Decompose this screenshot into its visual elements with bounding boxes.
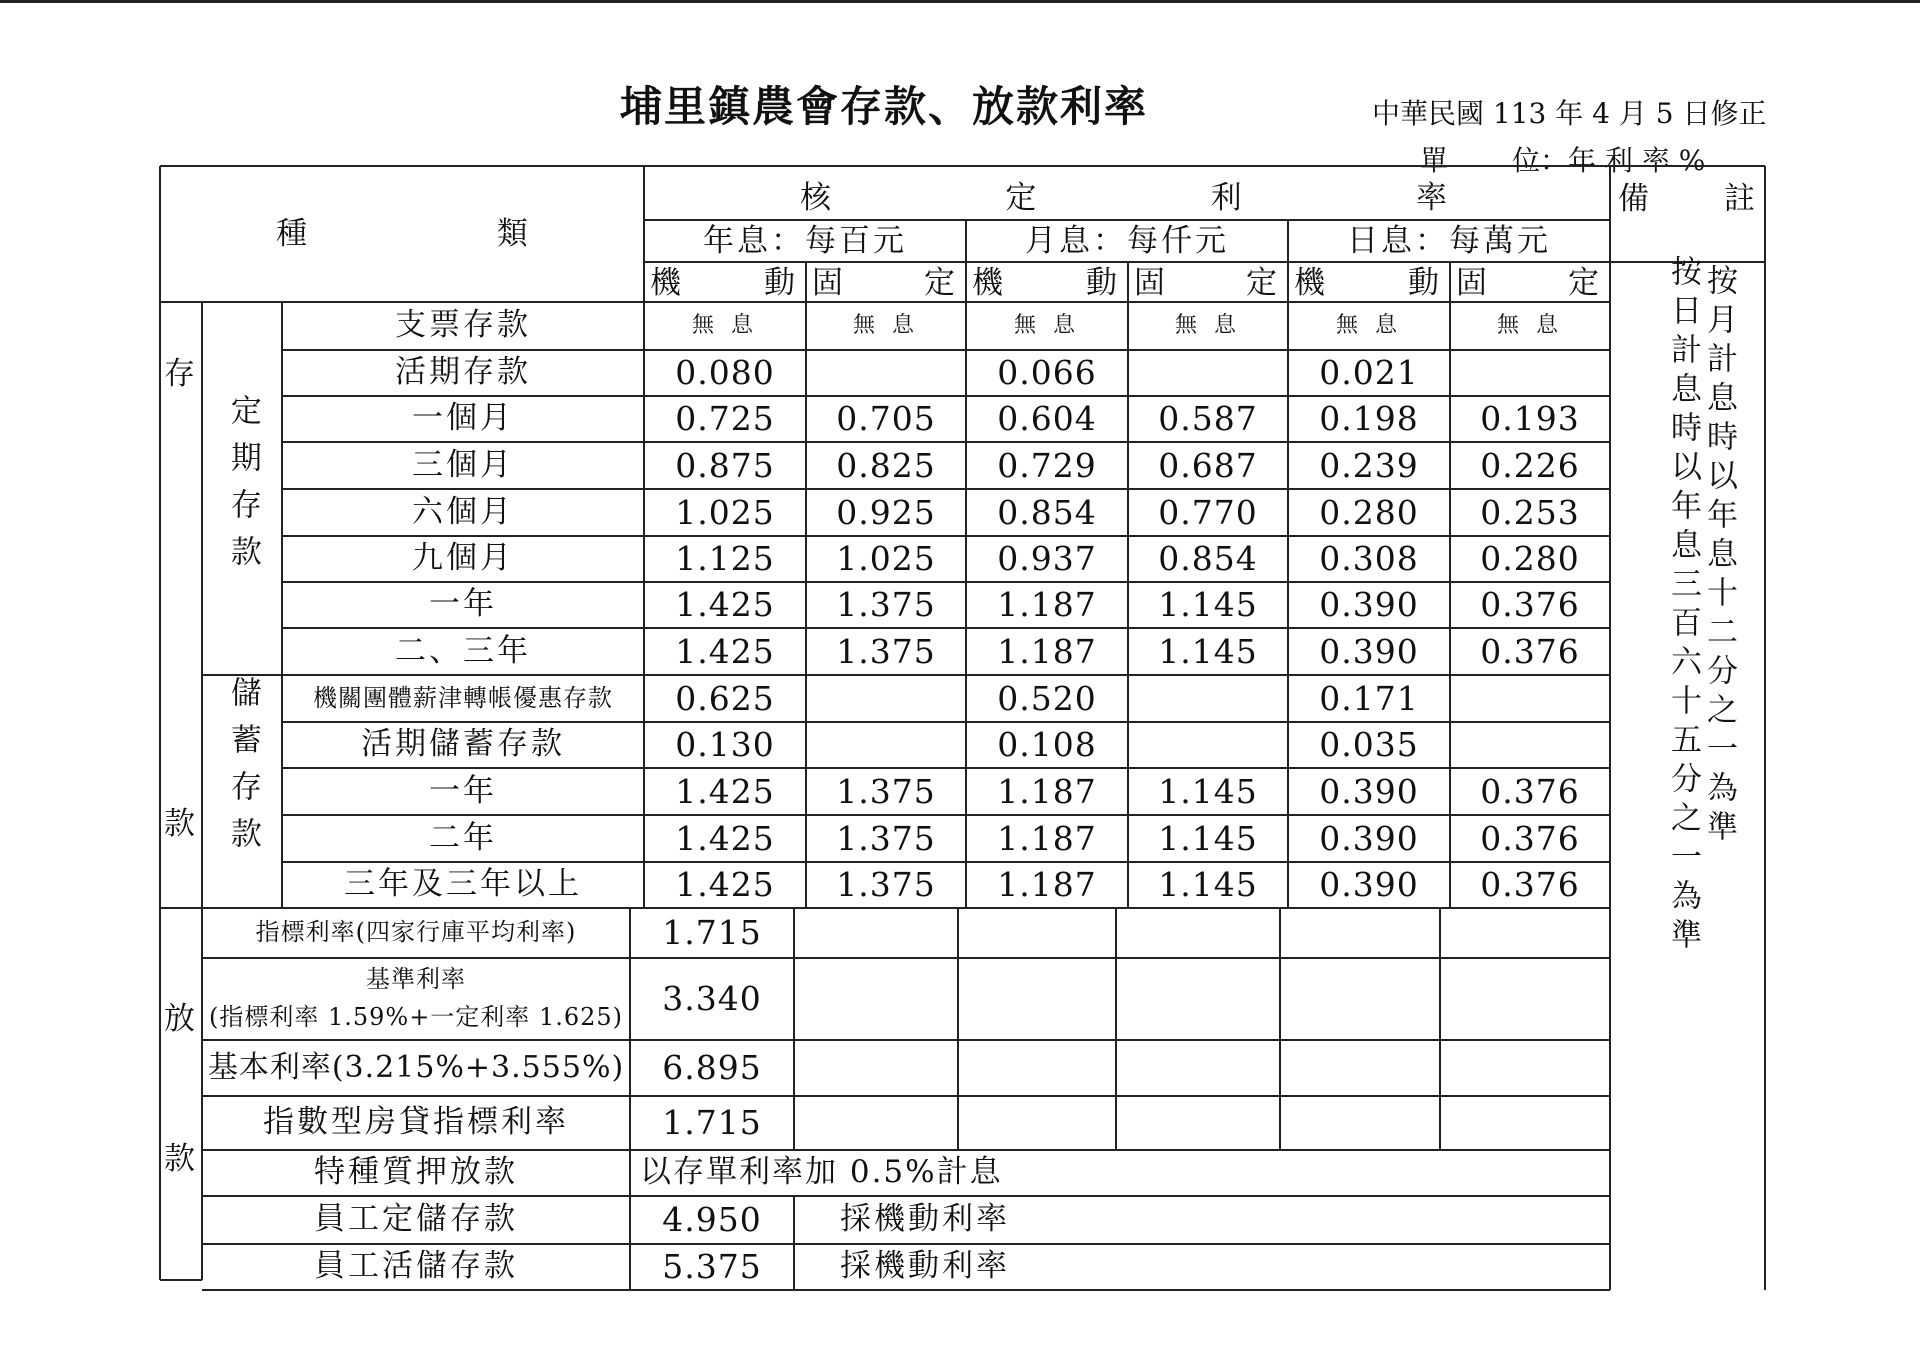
loan-rate-value: 3.340 [662,979,762,1019]
rate-cell: 1.425 [675,865,775,905]
rate-cell: 0.376 [1480,585,1580,625]
loan-group-label-bottom: 款 [164,1141,198,1178]
loan-row-name [202,1150,630,1196]
fixed-rate-header [1134,265,1280,302]
rate-cell: 0.604 [997,399,1097,439]
rate-cell: 1.025 [836,539,936,579]
remark-monthly-text: 按月計息時以年息十二分之一為準 [1701,263,1737,849]
no-interest-cell: 無 息 [1014,313,1080,339]
loan-rate-note: 採機動利率 [840,1201,1010,1238]
rate-cell: 1.425 [675,585,775,625]
rate-cell: 1.375 [836,771,936,811]
floating-rate-header-char-2: 動 [764,265,798,302]
loan-row-name [202,1196,630,1244]
time-deposit-group-label: 定期存款 [224,393,261,582]
rate-cell [1450,722,1610,768]
rate-cell [806,675,966,722]
rate-cell: 1.187 [997,771,1097,811]
rates-group-header [800,174,1450,224]
loan-rate-value: 6.895 [662,1048,762,1088]
deposit-row-name: 活期儲蓄存款 [361,726,565,763]
rates-group-char-3: 利 [1210,180,1245,217]
floating-rate-header [1294,265,1442,302]
rate-cell: 0.308 [1319,539,1419,579]
loan-row-name-text: 員工活儲存款 [314,1248,518,1285]
unit-label-key: 單 [1420,144,1449,177]
rate-cell: 0.390 [1319,631,1419,671]
loan-row-name-text: 特種質押放款 [314,1154,518,1191]
rate-cell: 1.187 [997,631,1097,671]
loan-row-name-text: 基本利率(3.215%+3.555%) [207,1049,625,1085]
rate-cell: 0.226 [1480,445,1580,485]
rate-cell: 0.376 [1480,771,1580,811]
floating-rate-header-char-2: 動 [1408,265,1442,302]
rate-cell: 0.937 [997,539,1097,579]
floating-rate-header-char-1: 機 [1294,265,1328,302]
rate-cell: 0.390 [1319,818,1419,858]
rate-cell: 0.280 [1319,492,1419,532]
rate-cell: 0.239 [1319,445,1419,485]
loan-row-name [202,958,630,1040]
rate-cell: 0.390 [1319,771,1419,811]
deposit-row-name: 三年及三年以上 [344,866,582,903]
rate-cell: 0.687 [1158,445,1258,485]
deposit-row-name: 一年 [429,772,497,809]
no-interest-cell: 無 息 [1497,313,1563,339]
rate-cell: 0.253 [1480,492,1580,532]
deposit-row-name: 二、三年 [395,632,531,669]
remarks-header [1618,178,1758,222]
rate-cell: 1.145 [1158,771,1258,811]
rates-group-char-2: 定 [1005,180,1040,217]
rate-cell: 0.705 [836,399,936,439]
daily-period-header: 日息：每萬元 [1347,223,1551,260]
rate-cell: 0.171 [1319,678,1419,718]
rate-cell: 0.280 [1480,539,1580,579]
rate-cell: 0.066 [997,353,1097,393]
loan-row-name-text: 指數型房貸指標利率 [263,1104,569,1141]
rate-cell: 0.875 [675,445,775,485]
category-header-text: 種 類 [276,216,528,253]
rate-cell: 1.425 [675,771,775,811]
rate-cell [1450,675,1610,722]
fixed-rate-header-char-2: 定 [1568,265,1602,302]
rate-cell: 1.145 [1158,865,1258,905]
no-interest-cell: 無 息 [1175,313,1241,339]
deposit-row-name: 一個月 [412,400,514,437]
fixed-rate-header [812,265,958,302]
loan-rate-note: 採機動利率 [840,1248,1010,1285]
no-interest-cell: 無 息 [1336,313,1402,339]
page-title: 埔里鎮農會存款、放款利率 [620,82,1149,131]
loan-rate-value: 1.715 [662,913,762,953]
loan-rate-value: 5.375 [662,1247,762,1287]
rate-cell: 0.130 [675,725,775,765]
loan-row-name [202,1096,630,1150]
annual-period-header: 年息：每百元 [703,223,907,260]
rate-cell: 0.825 [836,445,936,485]
floating-rate-header [972,265,1120,302]
rate-cell: 0.925 [836,492,936,532]
deposit-group-label-bottom: 款 [164,806,198,843]
rate-cell: 0.021 [1319,353,1419,393]
rate-cell: 0.587 [1158,399,1258,439]
rate-cell: 0.108 [997,725,1097,765]
loan-row-name [202,1040,630,1096]
deposit-row-name: 九個月 [412,540,514,577]
rate-cell: 0.854 [1158,539,1258,579]
loan-row-name-detail: (指標利率 1.59%+一定利率 1.625) [208,1003,624,1031]
remark-daily-text: 按日計息時以年息三百六十五分之一為準 [1665,255,1701,957]
loan-row-name [202,1244,630,1290]
rate-cell: 1.025 [675,492,775,532]
deposit-group-label-top: 存 [164,356,198,393]
loan-row-name-text: 基準利率 [366,965,466,994]
deposit-row-name: 二年 [429,819,497,856]
floating-rate-header [650,265,798,302]
rate-cell: 1.187 [997,585,1097,625]
no-interest-cell: 無 息 [692,313,758,339]
rate-cell: 1.145 [1158,631,1258,671]
deposit-row-name: 六個月 [412,493,514,530]
rate-cell: 0.376 [1480,631,1580,671]
rate-cell: 0.035 [1319,725,1419,765]
fixed-rate-header-char-2: 定 [924,265,958,302]
rate-cell [1128,675,1288,722]
rate-cell: 0.854 [997,492,1097,532]
rate-cell: 1.375 [836,585,936,625]
fixed-rate-header-char-2: 定 [1246,265,1280,302]
category-header [160,170,644,300]
rate-cell: 0.520 [997,678,1097,718]
remarks-header-char-2: 註 [1724,181,1758,218]
loan-rate-value: 1.715 [662,1103,762,1143]
rate-cell: 1.125 [675,539,775,579]
deposit-row-name: 活期存款 [395,354,531,391]
loan-rate-value: 以存單利率加 0.5%計息 [640,1154,1003,1191]
rate-cell: 1.375 [836,631,936,671]
revision-date: 中華民國 113 年 4 月 5 日修正 [1372,97,1767,130]
rate-cell: 1.425 [675,631,775,671]
loan-rate-value: 4.950 [662,1200,762,1240]
rate-cell: 0.729 [997,445,1097,485]
rate-cell: 1.145 [1158,585,1258,625]
loan-row-name [202,908,630,958]
loan-group-label-top: 放 [164,1001,198,1038]
rate-cell: 0.625 [675,678,775,718]
rate-cell [806,350,966,396]
fixed-rate-header-char-1: 固 [812,265,846,302]
rate-cell: 1.145 [1158,818,1258,858]
remarks-header-char-1: 備 [1618,181,1652,218]
deposit-row-name: 支票存款 [395,307,531,344]
monthly-period-header: 月息：每仟元 [1025,223,1229,260]
rate-cell: 1.187 [997,865,1097,905]
savings-deposit-group-label: 儲蓄存款 [224,676,261,864]
floating-rate-header-char-1: 機 [650,265,684,302]
rate-cell: 1.375 [836,865,936,905]
rate-cell: 0.770 [1158,492,1258,532]
fixed-rate-header-char-1: 固 [1456,265,1490,302]
floating-rate-header-char-1: 機 [972,265,1006,302]
floating-rate-header-char-2: 動 [1086,265,1120,302]
rate-cell: 0.390 [1319,865,1419,905]
no-interest-cell: 無 息 [853,313,919,339]
rate-cell: 1.375 [836,818,936,858]
rate-cell: 0.376 [1480,818,1580,858]
rates-group-char-4: 率 [1415,180,1450,217]
loan-row-name-text: 員工定儲存款 [314,1201,518,1238]
rate-cell [1450,350,1610,396]
rate-cell: 0.198 [1319,399,1419,439]
rate-cell [806,722,966,768]
rate-cell [1128,722,1288,768]
rate-cell: 0.390 [1319,585,1419,625]
rate-cell: 0.080 [675,353,775,393]
rate-cell [1128,350,1288,396]
rate-cell: 0.376 [1480,865,1580,905]
rate-cell: 0.193 [1480,399,1580,439]
loan-row-name-text: 指標利率(四家行庫平均利率) [255,918,577,947]
unit-label-value: 位：年 利 率 % [1512,144,1706,177]
rate-cell: 1.187 [997,818,1097,858]
deposit-row-name: 一年 [429,586,497,623]
deposit-row-name: 機關團體薪津轉帳優惠存款 [313,683,613,712]
rates-group-char-1: 核 [800,180,834,217]
fixed-rate-header [1456,265,1602,302]
deposit-row-name: 三個月 [412,446,514,483]
fixed-rate-header-char-1: 固 [1134,265,1168,302]
rate-cell: 1.425 [675,818,775,858]
rate-cell: 0.725 [675,399,775,439]
